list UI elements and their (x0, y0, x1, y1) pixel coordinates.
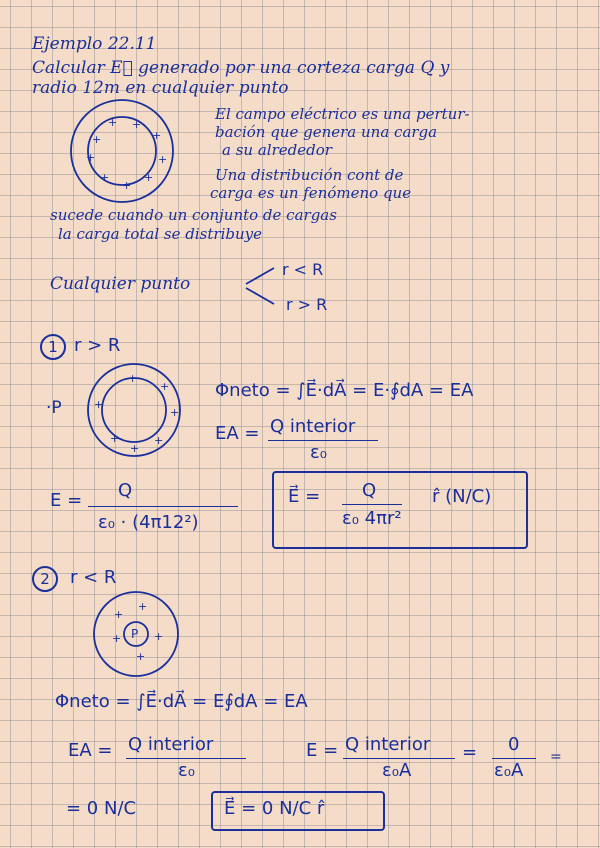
case-1-boxed-unit: r̂ (N/C) (432, 486, 492, 507)
svg-text:+: + (170, 406, 180, 419)
case-2-boxed-result: E⃗ = 0 N/C r̂ (224, 798, 325, 819)
case-1-boxed-denominator: ε₀ 4πr² (342, 508, 402, 529)
any-point-label: Cualquier punto (50, 274, 191, 294)
case-2-ea-fraction-bar (126, 758, 246, 759)
case-1-boxed-numerator: Q (362, 480, 377, 501)
case-1-e-denominator: ε₀ · (4π12²) (98, 512, 199, 533)
svg-text:+: + (108, 116, 118, 129)
note-line-4: Una distribución cont de (215, 166, 404, 184)
svg-text:+: + (144, 171, 154, 184)
case-r-greater-R: r > R (286, 295, 328, 314)
note-line-3: a su alrededor (222, 141, 332, 159)
svg-text:+: + (154, 630, 164, 643)
note-line-5: carga es un fenómeno que (210, 184, 412, 202)
case-1-e-numerator: Q (118, 480, 133, 501)
case-2-point: P (131, 627, 139, 641)
note-line-6: sucede cuando un conjunto de cargas (50, 206, 337, 224)
case-1-ea-denominator: ε₀ (310, 442, 327, 463)
case-1-number: 1 (40, 334, 66, 360)
case-1-ea-lhs: EA = (215, 423, 260, 444)
case-2-result: = 0 N/C (66, 798, 137, 819)
case-1-flux-equation: Φneto = ∫E⃗·dA⃗ = E·∮dA = EA (215, 380, 474, 401)
svg-text:+: + (132, 118, 142, 131)
problem-line-2: radio 12m en cualquier punto (32, 78, 289, 98)
case-2-e2-fraction-bar (492, 758, 536, 759)
shell-figure-case-1 (88, 368, 188, 458)
case-2-e2-denominator: ε₀A (494, 760, 524, 781)
svg-text:+: + (100, 171, 110, 184)
case-2-ea-lhs: EA = (68, 740, 113, 761)
svg-text:+: + (128, 372, 138, 385)
case-1-label: r > R (74, 335, 121, 356)
svg-text:+: + (136, 650, 146, 663)
case-2-flux-equation: Φneto = ∫E⃗·dA⃗ = E∮dA = EA (55, 691, 308, 712)
case-1-e-fraction-bar (88, 506, 238, 507)
shell-figure-top (70, 105, 180, 195)
page-title: Ejemplo 22.11 (32, 34, 157, 54)
case-1-ea-fraction-bar (268, 440, 378, 441)
svg-text:+: + (114, 608, 124, 621)
svg-text:+: + (94, 398, 104, 411)
svg-text:+: + (130, 442, 140, 455)
case-2-equals: = (462, 742, 478, 763)
note-line-7: la carga total se distribuye (58, 225, 262, 243)
svg-text:+: + (112, 632, 122, 645)
case-1-point: ·P (46, 398, 62, 418)
case-2-e-fraction-bar (343, 758, 455, 759)
shell-figure-case-2 (94, 596, 184, 676)
case-2-e-denominator: ε₀A (382, 760, 412, 781)
case-1-boxed-lhs: E⃗ = (288, 486, 321, 507)
case-2-ea-numerator: Q interior (128, 734, 214, 755)
svg-text:+: + (110, 432, 120, 445)
case-2-e-lhs: E = (306, 740, 339, 761)
case-2-e-numerator: Q interior (345, 734, 431, 755)
note-line-2: bación que genera una carga (215, 123, 438, 141)
case-2-equals-trailing: = (550, 749, 562, 765)
svg-text:+: + (160, 380, 170, 393)
case-r-less-R: r < R (282, 260, 324, 279)
case-1-ea-numerator: Q interior (270, 416, 356, 437)
branch-lines (242, 262, 282, 312)
case-1-boxed-fraction-bar (342, 504, 402, 505)
svg-text:+: + (154, 434, 164, 447)
svg-text:+: + (158, 153, 168, 166)
case-2-label: r < R (70, 567, 117, 588)
case-2-e2-numerator: 0 (508, 734, 520, 755)
svg-text:+: + (152, 129, 162, 142)
svg-text:+: + (86, 151, 96, 164)
note-line-1: El campo eléctrico es una pertur- (215, 105, 470, 123)
case-2-ea-denominator: ε₀ (178, 760, 195, 781)
svg-text:+: + (122, 179, 132, 192)
svg-text:+: + (138, 600, 148, 613)
case-2-number: 2 (32, 566, 58, 592)
svg-text:+: + (92, 133, 102, 146)
problem-line-1: Calcular E⃗ generado por una corteza carga Q y (32, 58, 450, 78)
case-1-e-lhs: E = (50, 490, 83, 511)
